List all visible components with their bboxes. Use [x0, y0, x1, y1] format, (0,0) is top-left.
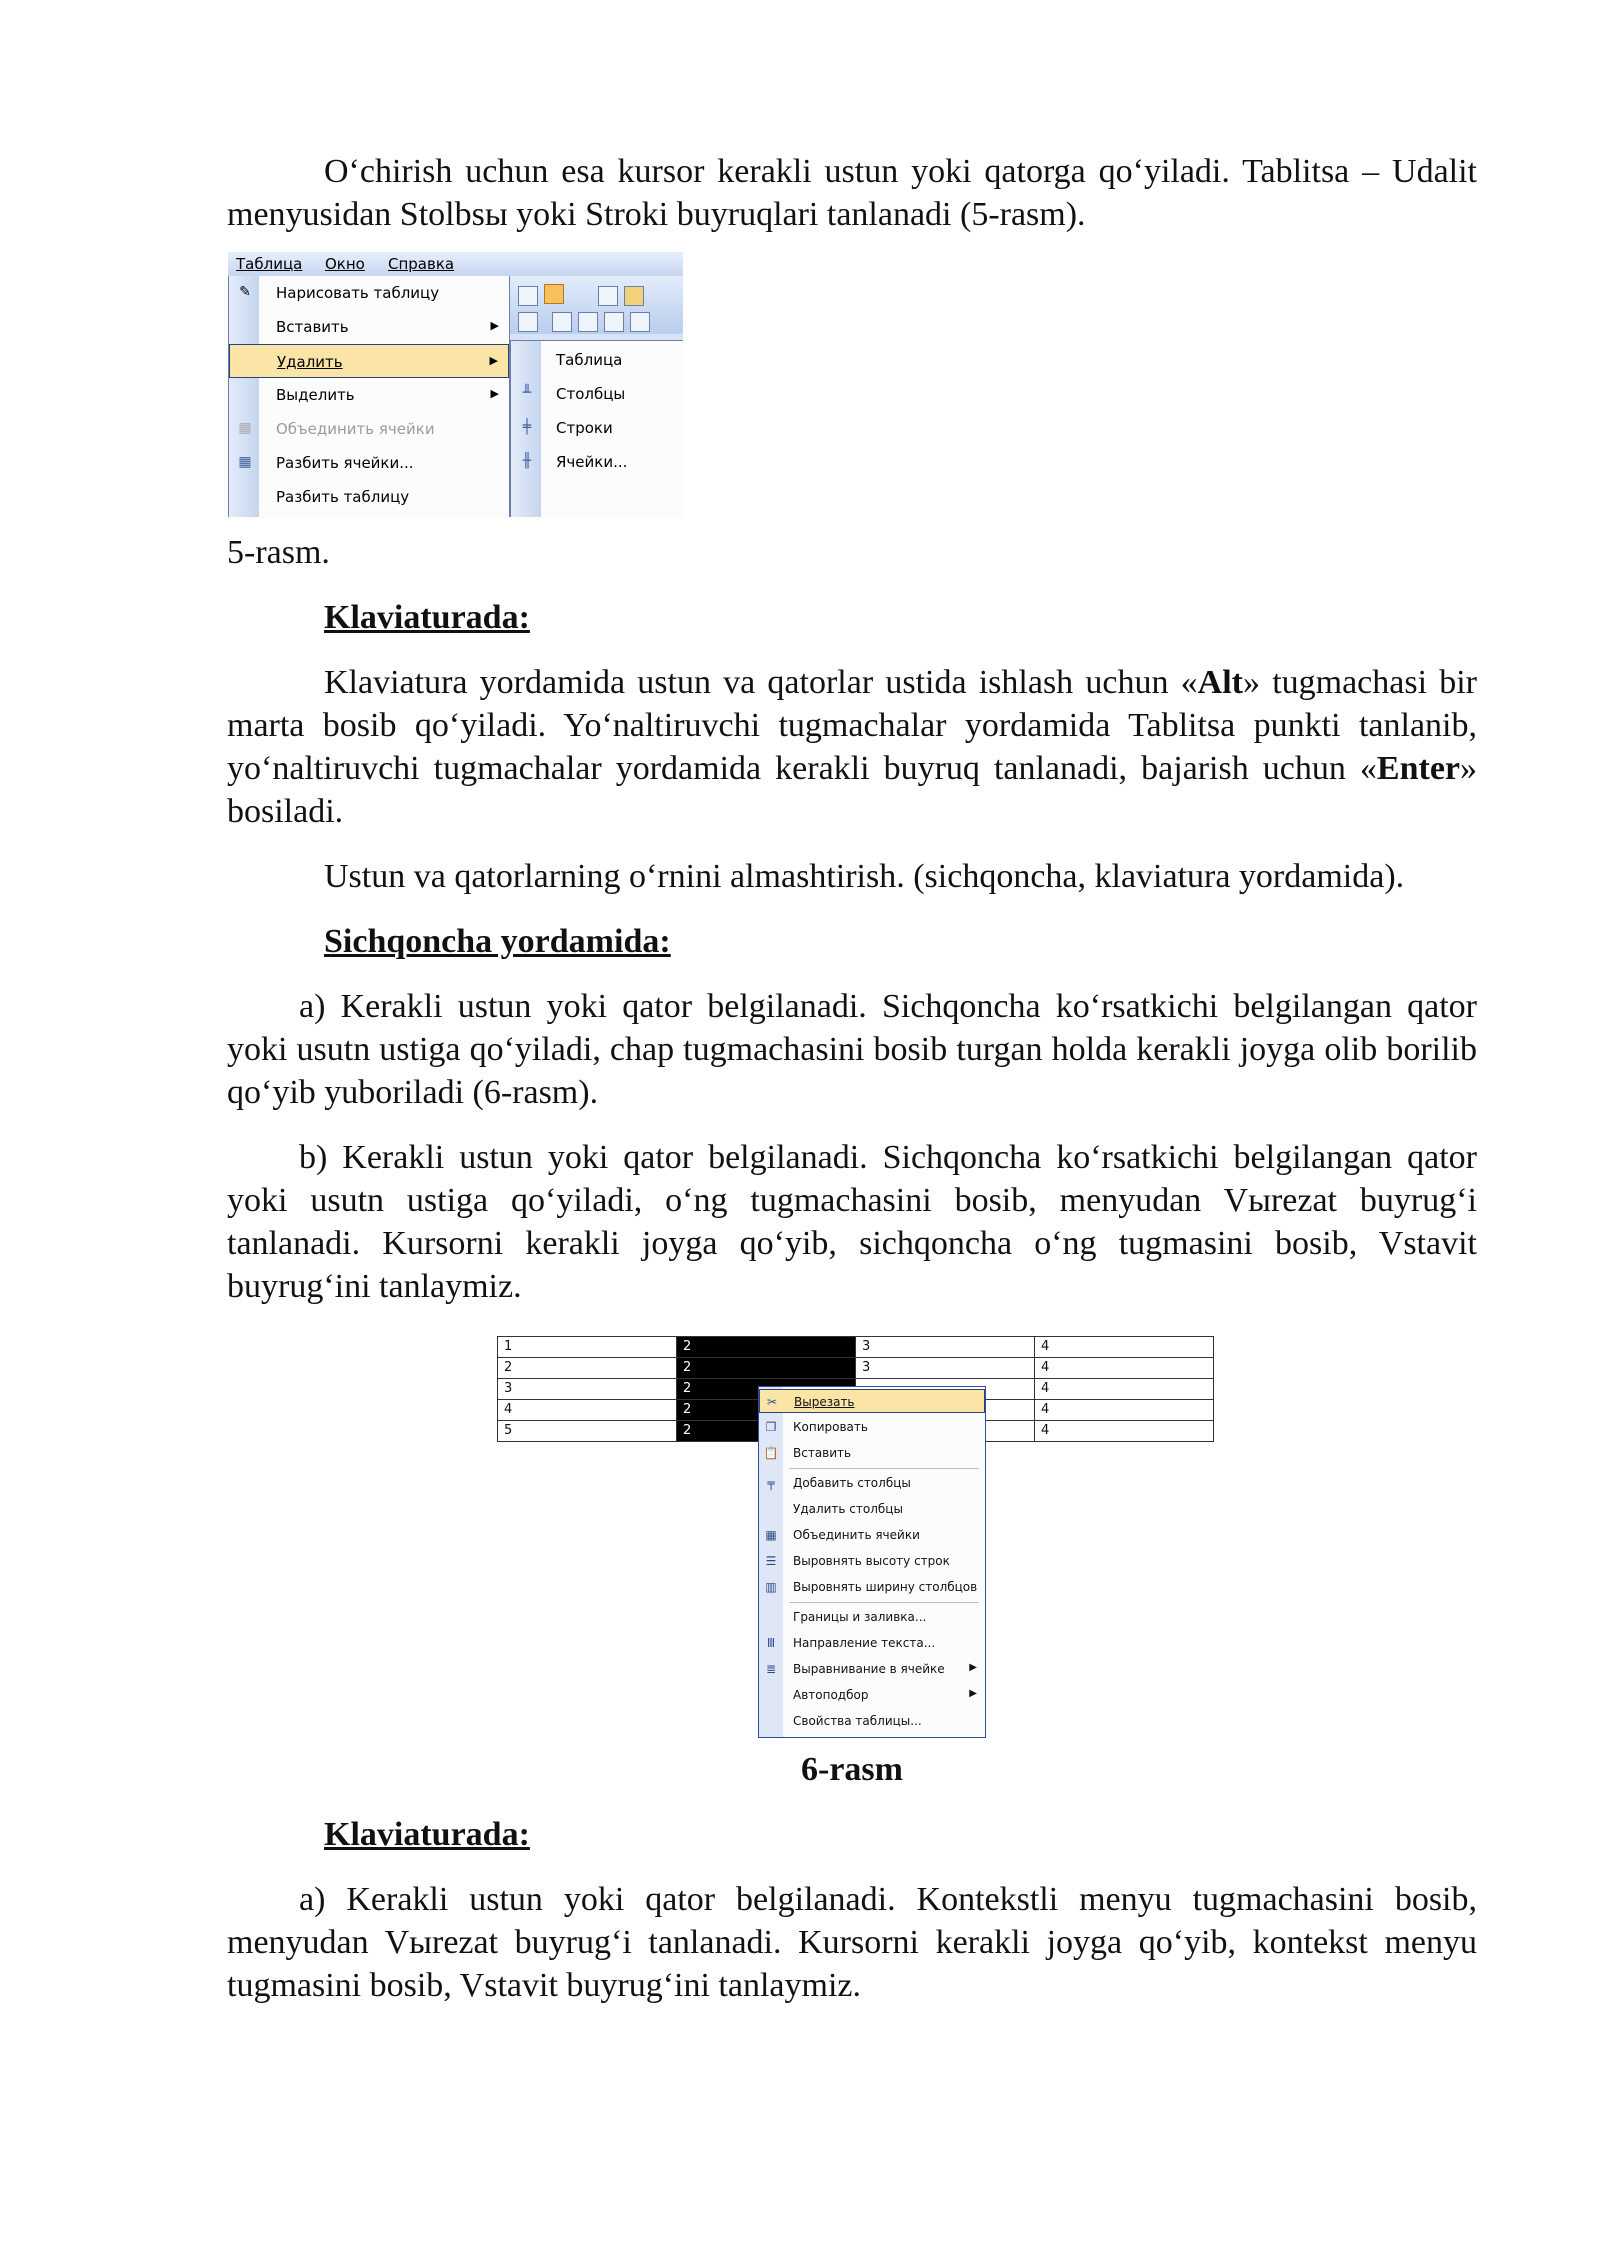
- table-cell[interactable]: 4: [1035, 1379, 1214, 1400]
- context-item-insert-columns[interactable]: ╤ Добавить столбцы: [759, 1471, 985, 1495]
- table-cell[interactable]: 3: [856, 1337, 1035, 1358]
- table-cell[interactable]: 3: [498, 1379, 677, 1400]
- indent-icon[interactable]: [604, 312, 624, 332]
- table-cell[interactable]: 5: [498, 1421, 677, 1442]
- figure-5-menu-screenshot: [228, 252, 683, 517]
- heading-keyboard: Klaviaturada:: [324, 599, 530, 636]
- figure-6-context-menu-screenshot: [227, 1336, 1477, 1738]
- context-item-borders-shading[interactable]: Границы и заливка...: [793, 1610, 927, 1624]
- figure-6-caption: 6-rasm: [801, 1751, 903, 1788]
- submenu-arrow-icon: ▶: [490, 387, 499, 400]
- table-autoformat-icon[interactable]: [544, 284, 564, 304]
- table-cell[interactable]: 3: [856, 1358, 1035, 1379]
- context-item-cut[interactable]: ✂ Вырезать: [759, 1389, 985, 1413]
- table-menu-dropdown: [228, 276, 510, 517]
- table-row: [498, 1337, 1214, 1358]
- heading-keyboard-2: Klaviaturada:: [324, 1816, 530, 1853]
- figure-5-caption: 5-rasm.: [227, 534, 330, 571]
- table-cell[interactable]: 4: [1035, 1358, 1214, 1379]
- copy-icon: ❐: [765, 1420, 777, 1434]
- context-item-merge-cells[interactable]: ▦ Объединить ячейки: [759, 1523, 985, 1547]
- table-cell[interactable]: 2: [498, 1358, 677, 1379]
- menu-separator: [789, 1602, 979, 1603]
- context-item-copy[interactable]: ❐ Копировать: [759, 1415, 985, 1439]
- context-item-autofit[interactable]: Автоподбор ▶: [793, 1688, 977, 1702]
- submenu-item-cells[interactable]: ╫ Ячейки...: [511, 445, 683, 479]
- submenu-arrow-icon: ▶: [969, 1662, 977, 1673]
- paragraph-delete: O‘chirish uchun esa kursor kerakli ustun yoki qatorga qo‘yiladi. Tablitsa – Udalit menyusidan Stolbsы yoki Stroki buyruqlari tanlanadi (5-rasm).: [227, 153, 1477, 233]
- menu-separator: [789, 1468, 979, 1469]
- table-row: [498, 1358, 1214, 1379]
- context-item-distribute-columns[interactable]: ▥ Выровнять ширину столбцов: [759, 1575, 985, 1599]
- menu-bar-window[interactable]: Окно: [325, 255, 365, 273]
- menu-item-draw-table[interactable]: ✎ Нарисовать таблицу: [229, 276, 509, 310]
- context-item-table-properties[interactable]: Свойства таблицы...: [793, 1714, 922, 1728]
- alt-key-label: Alt: [1197, 664, 1243, 701]
- submenu-arrow-icon: ▶: [969, 1688, 977, 1699]
- menu-item-select[interactable]: Выделить ▶: [276, 386, 499, 404]
- distribute-rows-icon: ☰: [765, 1554, 777, 1568]
- text-direction-icon: Ⅲ: [766, 1636, 776, 1650]
- delete-rows-icon: ╪: [522, 419, 532, 435]
- paragraph-swap: Ustun va qatorlarning o‘rnini almashtirish. (sichqoncha, klaviatura yordamida).: [324, 858, 1405, 895]
- paragraph-keyboard-a: a) Kerakli ustun yoki qator belgilanadi. Kontekstli menyu tugmachasini bosib, menyudan Vыrezat buyrug‘i tanlanadi. Kursorni kerakli joyga qo‘yib, kontekst menyu tugmasini bosib, Vstavit buyrug‘ini tanlaymiz.: [227, 1881, 1477, 2004]
- menu-item-delete[interactable]: Удалить ▶: [229, 344, 509, 378]
- sort-icon[interactable]: [598, 286, 618, 306]
- menu-bar-help[interactable]: Справка: [388, 255, 455, 273]
- merge-cells-icon: ▦: [765, 1528, 777, 1542]
- numbering-icon[interactable]: [552, 312, 572, 332]
- submenu-item-columns[interactable]: ╨ Столбцы: [511, 377, 683, 411]
- split-cells-icon: ▦: [238, 454, 252, 470]
- merge-cells-icon: ▦: [238, 420, 252, 436]
- delete-submenu: [510, 340, 683, 517]
- context-item-distribute-rows[interactable]: ☰ Выровнять высоту строк: [759, 1549, 985, 1573]
- pencil-icon: ✎: [239, 284, 251, 300]
- chart-icon[interactable]: [624, 286, 644, 306]
- cell-alignment-icon: ≣: [765, 1662, 777, 1676]
- table-cell-selected[interactable]: 2: [677, 1379, 856, 1400]
- context-menu: [758, 1386, 986, 1738]
- submenu-arrow-icon: ▶: [489, 354, 498, 367]
- document-page: [227, 150, 1477, 2007]
- menu-item-merge-cells[interactable]: ▦ Объединить ячейки: [229, 412, 509, 446]
- align-icon[interactable]: [518, 312, 538, 332]
- table-cell[interactable]: 4: [1035, 1400, 1214, 1421]
- paste-icon: 📋: [763, 1446, 779, 1460]
- menu-item-split-cells[interactable]: ▦ Разбить ячейки...: [229, 446, 509, 480]
- context-item-paste[interactable]: 📋 Вставить: [763, 1446, 852, 1460]
- outdent-icon[interactable]: [630, 312, 650, 332]
- table-cell[interactable]: 1: [498, 1337, 677, 1358]
- insert-columns-icon: ╤: [767, 1476, 775, 1490]
- context-item-text-direction[interactable]: Ⅲ Направление текста...: [759, 1631, 985, 1655]
- submenu-item-rows[interactable]: ╪ Строки: [511, 411, 683, 445]
- scissors-icon: ✂: [766, 1395, 778, 1409]
- table-cell[interactable]: 4: [1035, 1421, 1214, 1442]
- enter-key-label: Enter: [1376, 750, 1460, 787]
- menu-bar-table[interactable]: Таблица: [236, 255, 303, 273]
- paragraph-keyboard: Klaviatura yordamida ustun va qatorlar ustida ishlash uchun «Alt» tugmachasi bir marta bosib qo‘yiladi. Yo‘naltiruvchi tugmachalar yordamida Tablitsa punkti tanlanib, yo‘naltiruvchi tugmachalar yordamida kerakli buyruq tanlanadi, bajarish uchun «Enter» bosiladi.: [227, 664, 1477, 830]
- bullets-icon[interactable]: [578, 312, 598, 332]
- context-item-delete-columns[interactable]: Удалить столбцы: [793, 1502, 903, 1516]
- paragraph-mouse-b: b) Kerakli ustun yoki qator belgilanadi. Sichqoncha ko‘rsatkichi belgilangan qator yoki usutn ustiga qo‘yiladi, o‘ng tugmachasini bosib, menyudan Vыrezat buyrug‘i tanlanadi. Kursorni kerakli joyga qo‘yib, sichqoncha o‘ng tugmasini bosib, Vstavit buyrug‘ini tanlaymiz.: [227, 1139, 1477, 1305]
- menu-item-insert[interactable]: Вставить ▶: [276, 318, 499, 336]
- paragraph-mouse-a: a) Kerakli ustun yoki qator belgilanadi. Sichqoncha ko‘rsatkichi belgilangan qator yoki usutn ustiga qo‘yiladi, chap tugmachasini bosib turgan holda kerakli joyga olib borilib qo‘yib yuboriladi (6-rasm).: [227, 988, 1477, 1111]
- table-cell[interactable]: 4: [498, 1400, 677, 1421]
- table-cell-selected[interactable]: 2: [677, 1421, 856, 1442]
- table-grid-icon[interactable]: [518, 286, 538, 306]
- context-item-cell-alignment[interactable]: ≣ Выравнивание в ячейке ▶: [759, 1657, 985, 1681]
- delete-columns-icon: ╨: [522, 385, 532, 401]
- toolbar: [508, 276, 683, 334]
- table-cell[interactable]: 4: [1035, 1337, 1214, 1358]
- delete-cells-icon: ╫: [522, 453, 532, 469]
- submenu-arrow-icon: ▶: [490, 319, 499, 332]
- submenu-item-table[interactable]: Таблица: [556, 351, 623, 369]
- menu-bar: [228, 252, 683, 277]
- heading-mouse: Sichqoncha yordamida:: [324, 923, 671, 960]
- table-cell-selected[interactable]: 2: [677, 1337, 856, 1358]
- distribute-columns-icon: ▥: [765, 1580, 777, 1594]
- table-cell-selected[interactable]: 2: [677, 1358, 856, 1379]
- table-cell-selected[interactable]: 2: [677, 1400, 856, 1421]
- menu-item-split-table[interactable]: Разбить таблицу: [276, 488, 410, 506]
